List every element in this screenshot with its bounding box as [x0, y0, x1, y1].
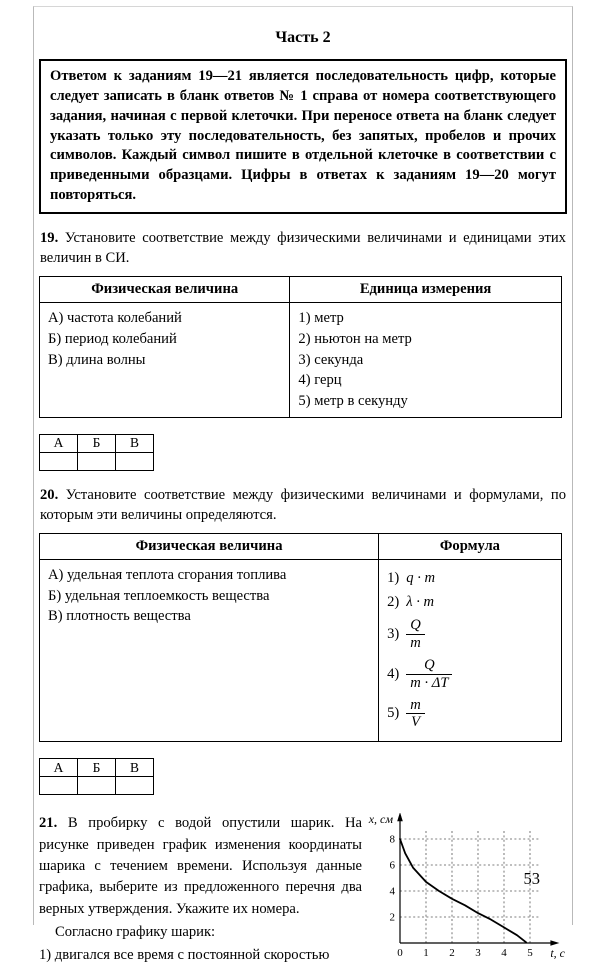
q21-chart [362, 813, 567, 968]
formula-fraction [406, 617, 425, 652]
fraction-numerator: m [406, 697, 425, 715]
q20-formulas-cell [379, 560, 562, 742]
svg-text:x, см: x, см [368, 813, 393, 827]
question-19-table [39, 276, 562, 418]
q19-quantities-cell [40, 303, 290, 418]
q19-unit-item: 2) ньютон на метр [298, 330, 412, 347]
formula-fraction [406, 657, 452, 692]
q19-answer-label-v: В [116, 434, 154, 452]
q20-quantity-item: А) удельная теплота сгорания топлива [48, 567, 287, 583]
q20-header-quantity: Физическая величина [40, 534, 379, 560]
q20-answer-label-v: В [116, 759, 154, 777]
svg-text:3: 3 [475, 947, 481, 960]
part-title: Часть 2 [275, 29, 331, 46]
formula-label: 5) [387, 705, 400, 722]
fraction-denominator: V [411, 714, 421, 731]
q19-quantity-item: А) частота колебаний [48, 310, 182, 327]
question-20 [40, 485, 566, 525]
q19-answer-cell [116, 452, 154, 470]
q19-unit-item: 3) секунда [298, 351, 364, 368]
svg-text:5: 5 [527, 947, 533, 960]
instruction-text: Ответом к заданиям 19—21 является последовательность цифр, которые следует записать в бланк ответов № 1 справа от номера соответствующего задания, начиная с первой клеточки. При переносе ответа на бланк следует указать только эту последовательность, без запятых, пробелов и прочих символов. Каждый символ пишите в отдельной клеточке в соответствии с приведенными образцами. Цифры в ответах к заданиям 19—20 могут повторяться. [50, 68, 556, 204]
q20-answer-grid [39, 758, 154, 795]
position-time-graph [362, 813, 567, 968]
q20-answer-label-b: Б [78, 759, 116, 777]
question-20-table [39, 533, 562, 742]
q19-header-unit: Единица измерения [290, 277, 561, 303]
page-number: 53 [523, 869, 540, 888]
formula-expression: λ · m [406, 593, 435, 610]
q19-unit-item: 1) метр [298, 310, 344, 327]
q19-answer-label-b: Б [78, 434, 116, 452]
q19-answer-label-a: А [40, 434, 78, 452]
question-21-option-1: 1) двигался все время с постоянной скоростью [39, 946, 330, 963]
q19-answer-cell [78, 452, 116, 470]
q20-answer-cell [40, 777, 78, 795]
svg-text:1: 1 [423, 947, 429, 960]
question-19-prompt: Установите соответствие между физическими величинами и единицами этих величин в СИ. [40, 229, 566, 267]
q20-answer-label-a: А [40, 759, 78, 777]
svg-text:4: 4 [501, 947, 507, 960]
svg-text:4: 4 [389, 885, 395, 898]
question-21-text [39, 813, 362, 968]
q19-unit-item: 5) метр в секунду [298, 393, 408, 410]
question-20-number: 20. [40, 486, 59, 503]
question-21-number: 21. [39, 815, 58, 832]
question-19-number: 19. [40, 229, 59, 246]
q19-quantity-item: Б) период колебаний [48, 330, 177, 347]
svg-text:2: 2 [449, 947, 455, 960]
q20-formula-item [387, 592, 553, 613]
question-20-prompt: Установите соответствие между физическими величинами и формулами, по которым эти величины определяются. [40, 486, 566, 523]
svg-text:t, с: t, с [550, 946, 565, 961]
fraction-denominator: m [410, 635, 421, 652]
fraction-numerator: Q [406, 617, 425, 635]
question-21-prompt: В пробирку с водой опустили шарик. На рисунке приведен график изменения координаты шарика с течением времени. Используя данные графика, выберите из предложенного перечня два верных утверждения. Укажите их номера. [39, 815, 362, 917]
formula-label: 2) [387, 593, 400, 610]
q19-quantity-item: В) длина волны [48, 351, 146, 368]
q20-formula-item [387, 657, 553, 692]
q20-quantity-item: Б) удельная теплоемкость вещества [48, 587, 270, 604]
question-21 [39, 813, 567, 968]
instruction-box [39, 59, 567, 214]
q19-unit-item: 4) герц [298, 372, 342, 389]
document-page [33, 6, 573, 963]
q20-answer-cell [116, 777, 154, 795]
question-21-lead: Согласно графику шарик: [55, 924, 216, 941]
formula-fraction [406, 697, 425, 732]
formula-label: 3) [387, 626, 400, 643]
q20-formula-item [387, 568, 553, 589]
q20-formula-item [387, 617, 553, 652]
formula-expression: q · m [406, 570, 436, 586]
question-19 [40, 228, 566, 268]
q19-answer-cell [40, 452, 78, 470]
q20-quantities-cell [40, 560, 379, 742]
formula-label: 1) [387, 570, 400, 586]
svg-text:2: 2 [389, 911, 395, 924]
q20-answer-cell [78, 777, 116, 795]
q19-answer-grid [39, 434, 154, 471]
q20-header-formula: Формула [379, 534, 562, 560]
svg-text:6: 6 [389, 859, 395, 872]
fraction-denominator: m · ΔT [410, 674, 449, 691]
formula-label: 4) [387, 665, 400, 682]
svg-text:8: 8 [389, 833, 395, 846]
q19-units-cell [290, 303, 561, 418]
svg-text:0: 0 [397, 947, 403, 960]
q19-header-quantity: Физическая величина [40, 277, 290, 303]
fraction-numerator: Q [406, 657, 452, 675]
q20-quantity-item: В) плотность вещества [48, 608, 191, 625]
q20-formula-item [387, 697, 553, 732]
